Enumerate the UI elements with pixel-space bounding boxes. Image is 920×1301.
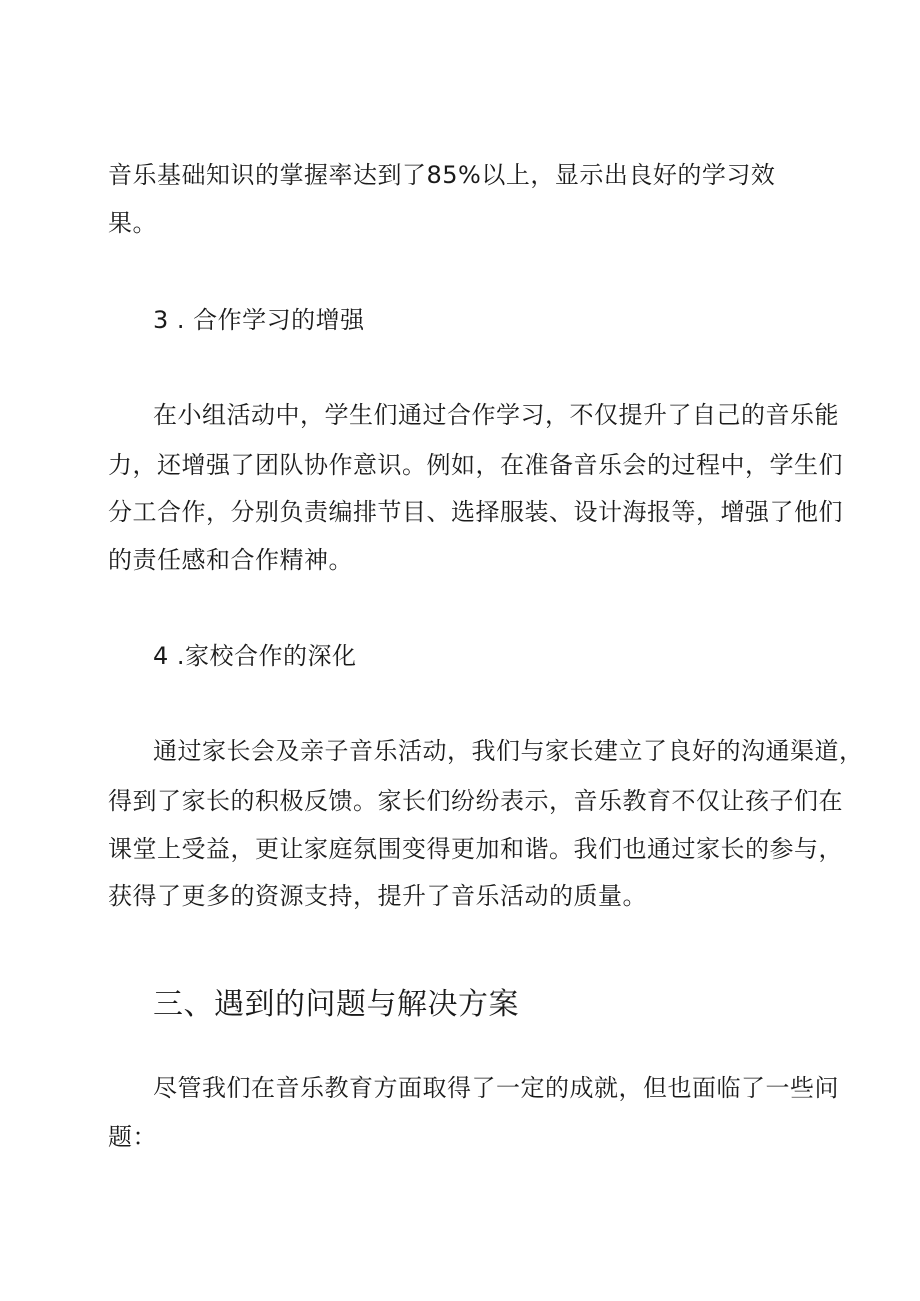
paragraph-line: 获得了更多的资源支持，提升了音乐活动的质量。 (108, 882, 647, 910)
paragraph-line: 得到了家长的积极反馈。家长们纷纷表示，音乐教育不仅让孩子们在 (108, 787, 843, 815)
paragraph-line: 音乐基础知识的掌握率达到了85%以上，显示出良好的学习效 (108, 161, 776, 189)
section-3-heading: 三、遇到的问题与解决方案 (153, 987, 519, 1022)
paragraph-line: 分工合作，分别负责编排节目、选择服装、设计海报等，增强了他们 (108, 498, 843, 526)
paragraph-line: 力，还增强了团队协作意识。例如，在准备音乐会的过程中，学生们 (108, 451, 843, 479)
paragraph-line: 通过家长会及亲子音乐活动，我们与家长建立了良好的沟通渠道， (153, 737, 864, 765)
item-4-title: 4 .家校合作的深化 (153, 642, 357, 670)
paragraph-line: 题： (108, 1123, 157, 1151)
paragraph-line: 课堂上受益，更让家庭氛围变得更加和谐。我们也通过家长的参与， (108, 835, 843, 863)
paragraph-line: 的责任感和合作精神。 (108, 546, 353, 574)
paragraph-line: 果。 (108, 209, 157, 237)
item-3-title: 3 . 合作学习的增强 (153, 306, 365, 334)
paragraph-line: 在小组活动中，学生们通过合作学习，不仅提升了自己的音乐能 (153, 401, 839, 429)
paragraph-line: 尽管我们在音乐教育方面取得了一定的成就，但也面临了一些问 (153, 1074, 839, 1102)
